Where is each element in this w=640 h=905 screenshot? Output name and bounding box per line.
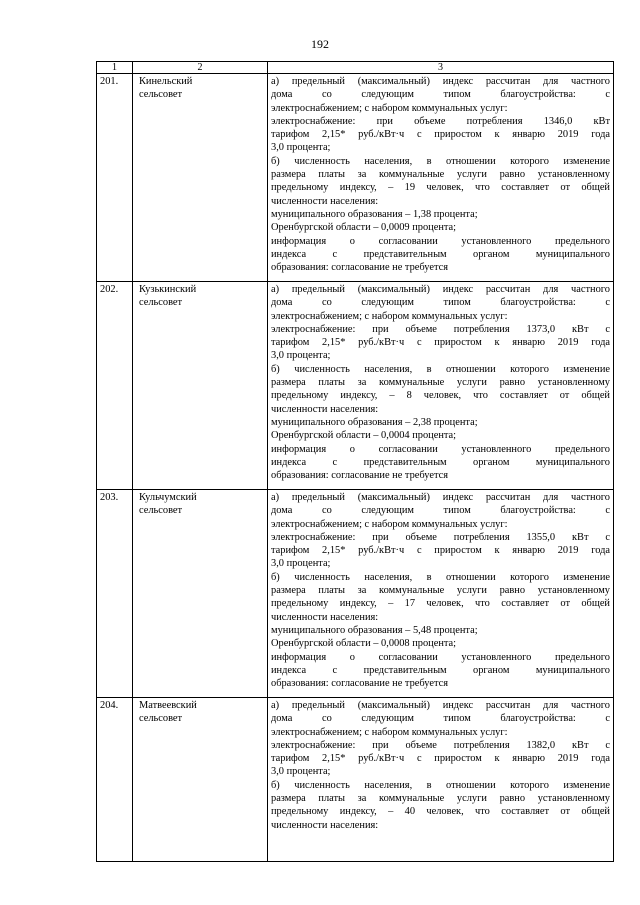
description-line: численности населения: bbox=[271, 819, 379, 831]
description-line: электроснабжение: при объеме потребления 1355,0 кВт с bbox=[271, 531, 610, 543]
description-line: электроснабжением; с набором коммунальных услуг: bbox=[271, 102, 508, 114]
municipality-name-line: сельсовет bbox=[139, 297, 183, 309]
description-line: размера платы за коммунальные услуги равно установленному bbox=[271, 169, 610, 181]
description-line: численности населения: bbox=[271, 195, 379, 207]
municipality-name-line: сельсовет bbox=[139, 89, 183, 101]
municipality-name bbox=[133, 74, 268, 282]
description-line: б) численность населения, в отношении которого изменение bbox=[271, 363, 610, 375]
row-number: 201. bbox=[97, 74, 133, 282]
description-line: размера платы за коммунальные услуги равно установленному bbox=[271, 585, 610, 597]
column-header: 1 bbox=[97, 62, 133, 74]
description-line: предельному индексу, – 8 человек, что составляет от общей bbox=[271, 390, 610, 402]
description-line: электроснабжением; с набором коммунальных услуг: bbox=[271, 726, 508, 738]
description-line: индекса с представительным органом муниципального bbox=[271, 664, 610, 676]
description-line: а) предельный (максимальный) индекс рассчитан для частного bbox=[271, 492, 610, 503]
municipality-name-line: Матвеевский bbox=[139, 700, 197, 711]
description-line: б) численность населения, в отношении которого изменение bbox=[271, 571, 610, 583]
description-line: индекса с представительным органом муниципального bbox=[271, 456, 610, 468]
description-line: дома со следующим типом благоустройства: с bbox=[271, 505, 610, 517]
description-line: а) предельный (максимальный) индекс рассчитан для частного bbox=[271, 700, 610, 711]
description-line: Оренбургской области – 0,0009 процента; bbox=[271, 222, 457, 234]
description-line: информация о согласовании установленного предельного bbox=[271, 235, 610, 247]
table-header-row bbox=[97, 62, 614, 74]
municipality-name-line: Кинельский bbox=[139, 76, 193, 87]
description-line: дома со следующим типом благоустройства: с bbox=[271, 297, 610, 309]
column-header: 2 bbox=[133, 62, 268, 74]
municipality-name bbox=[133, 282, 268, 490]
description-line: размера платы за коммунальные услуги равно установленному bbox=[271, 793, 610, 805]
document-table bbox=[96, 61, 614, 862]
page-number: 192 bbox=[311, 37, 329, 51]
row-description bbox=[268, 74, 614, 282]
description-line: численности населения: bbox=[271, 611, 379, 623]
description-line: муниципального образования – 5,48 процента; bbox=[271, 624, 478, 636]
description-line: электроснабжение: при объеме потребления 1382,0 кВт с bbox=[271, 739, 610, 751]
description-line: информация о согласовании установленного предельного bbox=[271, 443, 610, 455]
description-line: тарифом 2,15* руб./кВт·ч с приростом к январю 2019 года bbox=[271, 129, 610, 141]
row-description bbox=[268, 490, 614, 698]
description-line: информация о согласовании установленного предельного bbox=[271, 651, 610, 663]
description-line: предельному индексу, – 19 человек, что составляет от общей bbox=[271, 182, 610, 194]
description-line: размера платы за коммунальные услуги равно установленному bbox=[271, 377, 610, 389]
description-line: предельному индексу, – 40 человек, что составляет от общей bbox=[271, 806, 610, 818]
table-row bbox=[97, 698, 614, 862]
description-line: Оренбургской области – 0,0008 процента; bbox=[271, 638, 457, 650]
description-line: 3,0 процента; bbox=[271, 558, 331, 570]
description-line: предельному индексу, – 17 человек, что составляет от общей bbox=[271, 598, 610, 610]
description-line: 3,0 процента; bbox=[271, 350, 331, 362]
row-description bbox=[268, 282, 614, 490]
description-line: электроснабжением; с набором коммунальных услуг: bbox=[271, 310, 508, 322]
row-number: 202. bbox=[97, 282, 133, 490]
municipality-name-line: Кульчумский bbox=[139, 492, 197, 503]
description-line: электроснабжение: при объеме потребления 1346,0 кВт bbox=[271, 115, 610, 127]
description-line: тарифом 2,15* руб./кВт·ч с приростом к январю 2019 года bbox=[271, 753, 610, 765]
description-line: образования: согласование не требуется bbox=[271, 262, 449, 274]
row-number: 203. bbox=[97, 490, 133, 698]
description-line: б) численность населения, в отношении которого изменение bbox=[271, 155, 610, 167]
municipality-name bbox=[133, 698, 268, 862]
municipality-name-line: сельсовет bbox=[139, 713, 183, 725]
row-description bbox=[268, 698, 614, 862]
municipality-name bbox=[133, 490, 268, 698]
description-line: а) предельный (максимальный) индекс рассчитан для частного bbox=[271, 284, 610, 295]
municipality-name-line: сельсовет bbox=[139, 505, 183, 517]
description-line: электроснабжение: при объеме потребления 1373,0 кВт с bbox=[271, 323, 610, 335]
description-line: электроснабжением; с набором коммунальных услуг: bbox=[271, 518, 508, 530]
description-line: образования: согласование не требуется bbox=[271, 470, 449, 482]
description-line: индекса с представительным органом муниципального bbox=[271, 248, 610, 260]
description-line: 3,0 процента; bbox=[271, 766, 331, 778]
table-row bbox=[97, 282, 614, 490]
table-row bbox=[97, 490, 614, 698]
description-line: тарифом 2,15* руб./кВт·ч с приростом к январю 2019 года bbox=[271, 337, 610, 349]
description-line: численности населения: bbox=[271, 403, 379, 415]
municipality-name-line: Кузькинский bbox=[139, 284, 197, 295]
description-line: муниципального образования – 1,38 процента; bbox=[271, 208, 478, 220]
description-line: Оренбургской области – 0,0004 процента; bbox=[271, 430, 457, 442]
description-line: образования: согласование не требуется bbox=[271, 678, 449, 690]
table-row bbox=[97, 74, 614, 282]
description-line: 3,0 процента; bbox=[271, 142, 331, 154]
description-line: б) численность населения, в отношении которого изменение bbox=[271, 779, 610, 791]
description-line: дома со следующим типом благоустройства: с bbox=[271, 713, 610, 725]
description-line: а) предельный (максимальный) индекс рассчитан для частного bbox=[271, 76, 610, 87]
description-line: муниципального образования – 2,38 процента; bbox=[271, 416, 478, 428]
row-number: 204. bbox=[97, 698, 133, 862]
description-line: дома со следующим типом благоустройства: с bbox=[271, 89, 610, 101]
description-line: тарифом 2,15* руб./кВт·ч с приростом к январю 2019 года bbox=[271, 545, 610, 557]
column-header: 3 bbox=[268, 62, 614, 74]
